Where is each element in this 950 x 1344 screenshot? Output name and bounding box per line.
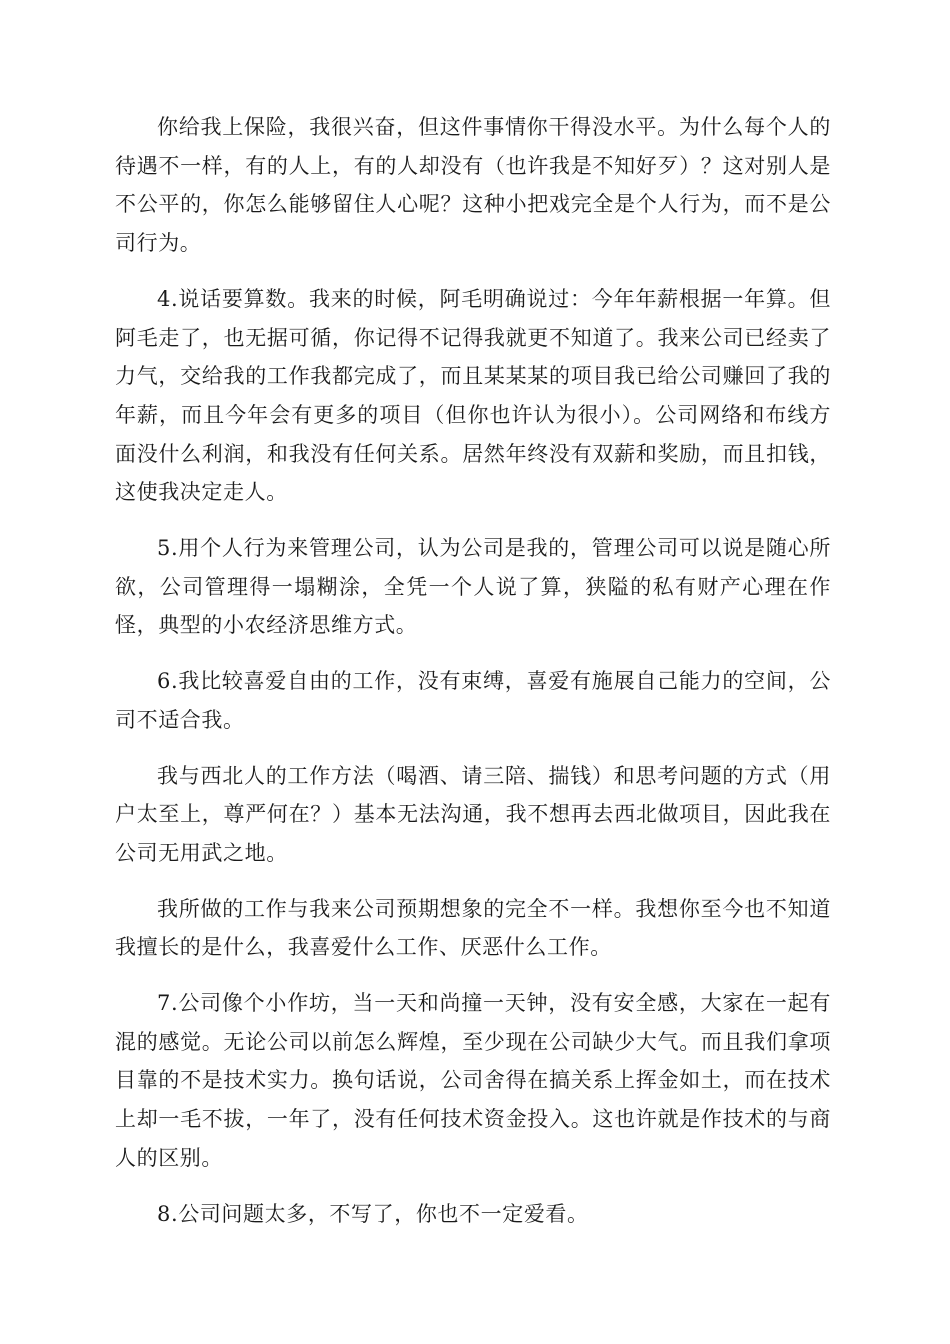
paragraph-expectation: 我所做的工作与我来公司预期想象的完全不一样。我想你至今也不知道我擅长的是什么，我喜爱什么工作、厌恶什么工作。 bbox=[115, 896, 831, 960]
paragraph-item-5: 5.用个人行为来管理公司，认为公司是我的，管理公司可以说是随心所欲，公司管理得一塌糊涂，全凭一个人说了算，狭隘的私有财产心理在作怪，典型的小农经济思维方式。 bbox=[115, 536, 831, 638]
paragraph-item-4: 4.说话要算数。我来的时候，阿毛明确说过：今年年薪根据一年算。但阿毛走了，也无据可循，你记得不记得我就更不知道了。我来公司已经卖了力气，交给我的工作我都完成了，而且某某某的项目我已给公司赚回了我的年薪，而且今年会有更多的项目（但你也许认为很小）。公司网络和布线方面没什么利润，和我没有任何关系。居然年终没有双薪和奖励，而且扣钱，这使我决定走人。 bbox=[115, 286, 831, 505]
paragraph-item-6: 6.我比较喜爱自由的工作，没有束缚，喜爱有施展自己能力的空间，公司不适合我。 bbox=[115, 669, 831, 732]
paragraph-insurance: 你给我上保险，我很兴奋，但这件事情你干得没水平。为什么每个人的待遇不一样，有的人上，有的人却没有（也许我是不知好歹）？这对别人是不公平的，你怎么能够留住人心呢？这种小把戏完全是个人行为，而不是公司行为。 bbox=[115, 115, 831, 256]
paragraph-northwest: 我与西北人的工作方法（喝酒、请三陪、揣钱）和思考问题的方式（用户太至上，尊严何在？）基本无法沟通，我不想再去西北做项目，因此我在公司无用武之地。 bbox=[115, 763, 831, 865]
paragraph-item-7: 7.公司像个小作坊，当一天和尚撞一天钟，没有安全感，大家在一起有混的感觉。无论公司以前怎么辉煌，至少现在公司缺少大气。而且我们拿项目靠的不是技术实力。换句话说，公司舍得在搞关系上挥金如土，而在技术上却一毛不拔，一年了，没有任何技术资金投入。这也许就是作技术的与商人的区别。 bbox=[115, 991, 831, 1170]
document-page bbox=[115, 108, 831, 1250]
paragraph-item-8: 8.公司问题太多，不写了，你也不一定爱看。 bbox=[157, 1201, 589, 1226]
